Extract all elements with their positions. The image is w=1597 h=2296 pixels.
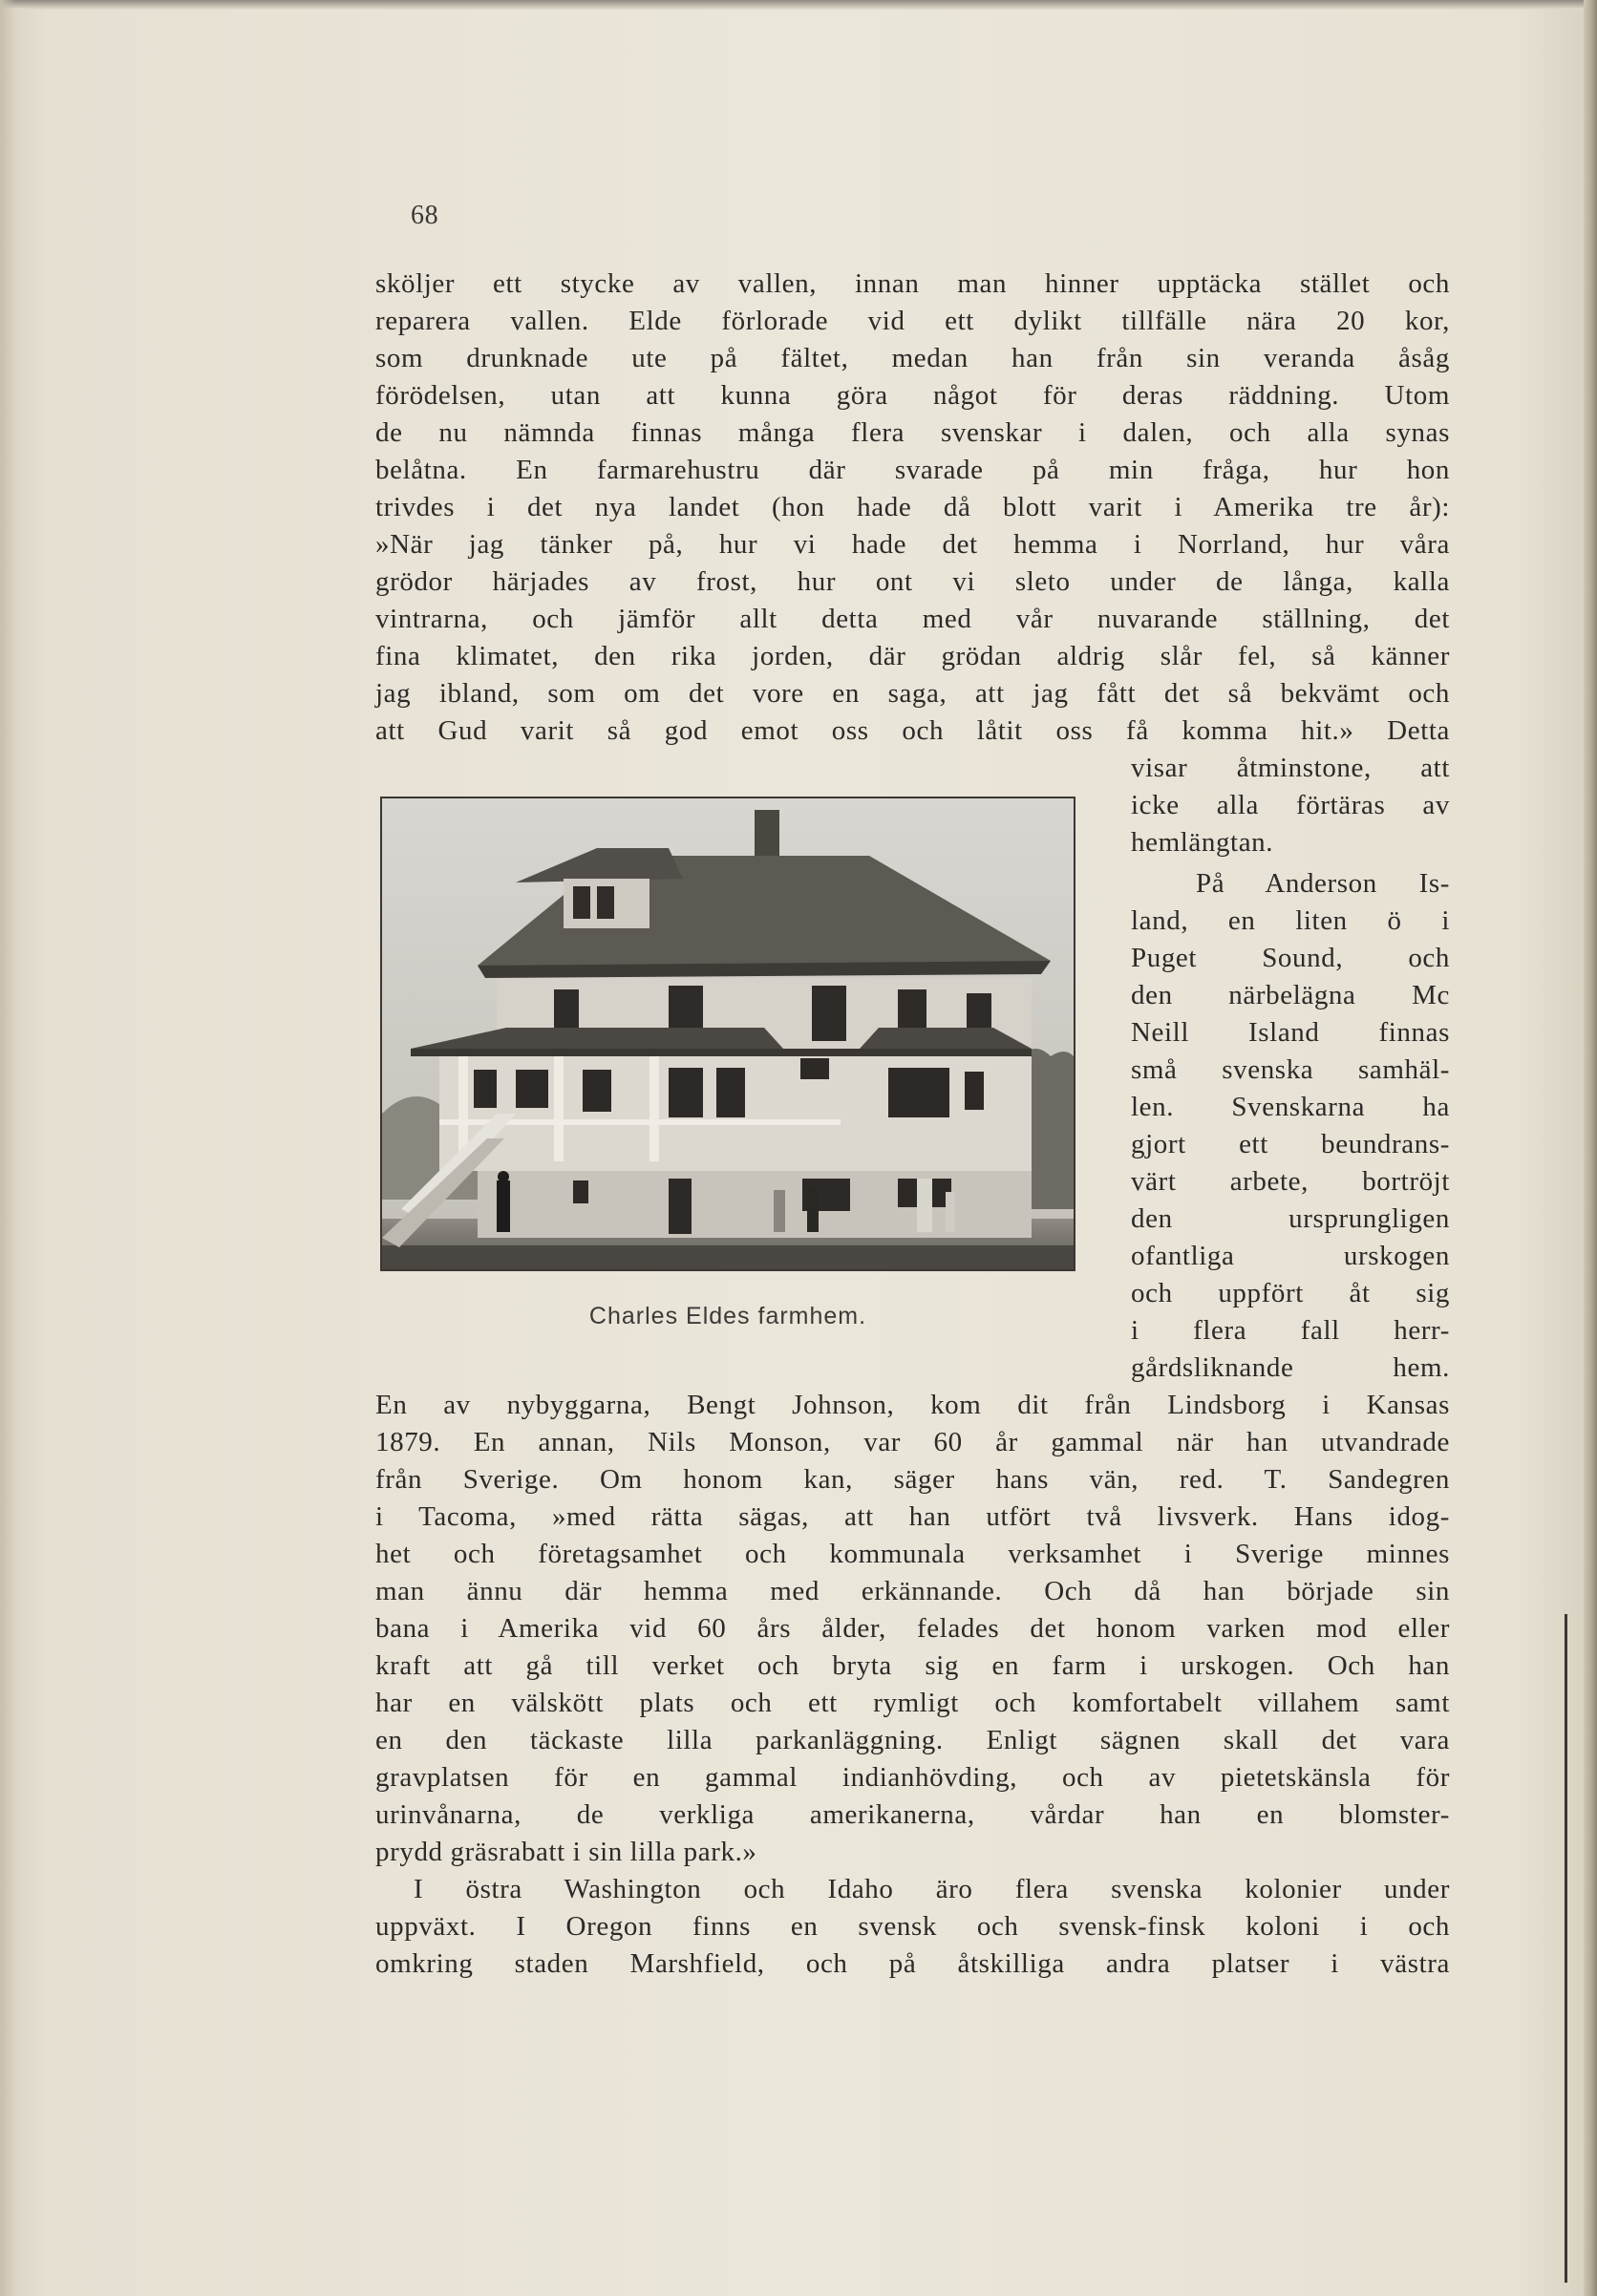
text-line: man ännu där hemma med erkännande. Och då han började sin [375, 1576, 1450, 1606]
text-line: I östra Washington och Idaho äro flera svenska kolonier under [414, 1874, 1450, 1904]
side-text-line: hemlängtan. [1131, 827, 1274, 858]
text-line: grödor härjades av frost, hur ont vi sleto under de långa, kalla [375, 566, 1450, 597]
text-line: reparera vallen. Elde förlorade vid ett dylikt tillfälle nära 20 kor, [375, 306, 1450, 336]
side-text-line: len. Svenskarna ha [1131, 1092, 1450, 1122]
text-line: En av nybyggarna, Bengt Johnson, kom dit från Lindsborg i Kansas [375, 1390, 1450, 1420]
text-line: jag ibland, som om det vore en saga, att jag fått det så bekvämt och [375, 678, 1450, 709]
text-line: 1879. En annan, Nils Monson, var 60 år gammal när han utvandrade [375, 1427, 1450, 1457]
text-line: urinvånarna, de verkliga amerikanerna, vårdar han en blomster- [375, 1799, 1450, 1830]
text-line: kraft att gå till verket och bryta sig en farm i urskogen. Och han [375, 1650, 1450, 1681]
side-text-line: och uppfört åt sig [1131, 1278, 1450, 1308]
text-line: en den täckaste lilla parkanläggning. Enligt sägnen skall det vara [375, 1725, 1450, 1755]
text-line: belåtna. En farmarehustru där svarade på min fråga, hur hon [375, 455, 1450, 485]
text-line: »När jag tänker på, hur vi hade det hemma i Norrland, hur våra [375, 529, 1450, 560]
side-text-line: gjort ett beundrans- [1131, 1129, 1450, 1159]
side-text-line: Puget Sound, och [1131, 943, 1450, 973]
text-line: i Tacoma, »med rätta sägas, att han utfört två livsverk. Hans idog- [375, 1501, 1450, 1532]
text-line: som drunknade ute på fältet, medan han från sin veranda åsåg [375, 343, 1450, 373]
text-line: att Gud varit så god emot oss och låtit oss få komma hit.» Detta [375, 715, 1450, 746]
side-text-line: land, en liten ö i [1131, 905, 1450, 936]
page-left-shadow [0, 0, 15, 2296]
text-line: har en välskött plats och ett rymligt och komfortabelt villahem samt [375, 1688, 1450, 1718]
side-text-line: i flera fall herr- [1131, 1315, 1450, 1346]
side-text-line: Neill Island finnas [1131, 1017, 1450, 1048]
text-line: från Sverige. Om honom kan, säger hans vän, red. T. Sandegren [375, 1464, 1450, 1495]
side-text-line: värt arbete, bortröjt [1131, 1166, 1450, 1197]
side-text-line: ofantliga urskogen [1131, 1241, 1450, 1271]
side-text-line: icke alla förtäras av [1131, 790, 1450, 820]
side-text-line: På Anderson Is- [1196, 868, 1450, 899]
side-text-line: den närbelägna Mc [1131, 980, 1450, 1010]
text-line: het och företagsamhet och kommunala verksamhet i Sverige minnes [375, 1539, 1450, 1569]
text-line: de nu nämnda finnas många flera svenskar i dalen, och alla synas [375, 417, 1450, 448]
text-line: förödelsen, utan att kunna göra något för deras räddning. Utom [375, 380, 1450, 411]
side-text-line: visar åtminstone, att [1131, 753, 1450, 783]
text-line: trivdes i det nya landet (hon hade då blott varit i Amerika tre år): [375, 492, 1450, 522]
farmhouse-photo [380, 797, 1075, 1271]
photo-caption: Charles Eldes farmhem. [588, 1303, 867, 1329]
page-top-edge [0, 0, 1597, 10]
page-right-edge [1584, 0, 1597, 2296]
text-line: omkring staden Marshfield, och på åtskilliga andra platser i västra [375, 1948, 1450, 1979]
side-text-line: den ursprungligen [1131, 1203, 1450, 1234]
text-line: fina klimatet, den rika jorden, där grödan aldrig slår fel, så känner [375, 641, 1450, 671]
text-line: uppväxt. I Oregon finns en svensk och svensk-finsk koloni i och [375, 1911, 1450, 1942]
text-line: bana i Amerika vid 60 års ålder, felades det honom varken mod eller [375, 1613, 1450, 1644]
side-text-line: små svenska samhäl- [1131, 1054, 1450, 1085]
text-line: sköljer ett stycke av vallen, innan man hinner upptäcka stället och [375, 268, 1450, 299]
text-line: gravplatsen för en gammal indianhövding, och av pietetskänsla för [375, 1762, 1450, 1793]
text-line: prydd gräsrabatt i sin lilla park.» [375, 1837, 757, 1867]
page-edge-line [1565, 1614, 1567, 2283]
side-text-line: gårdsliknande hem. [1131, 1352, 1450, 1383]
text-line: vintrarna, och jämför allt detta med vår nuvarande ställning, det [375, 604, 1450, 634]
page-number: 68 [411, 201, 439, 230]
